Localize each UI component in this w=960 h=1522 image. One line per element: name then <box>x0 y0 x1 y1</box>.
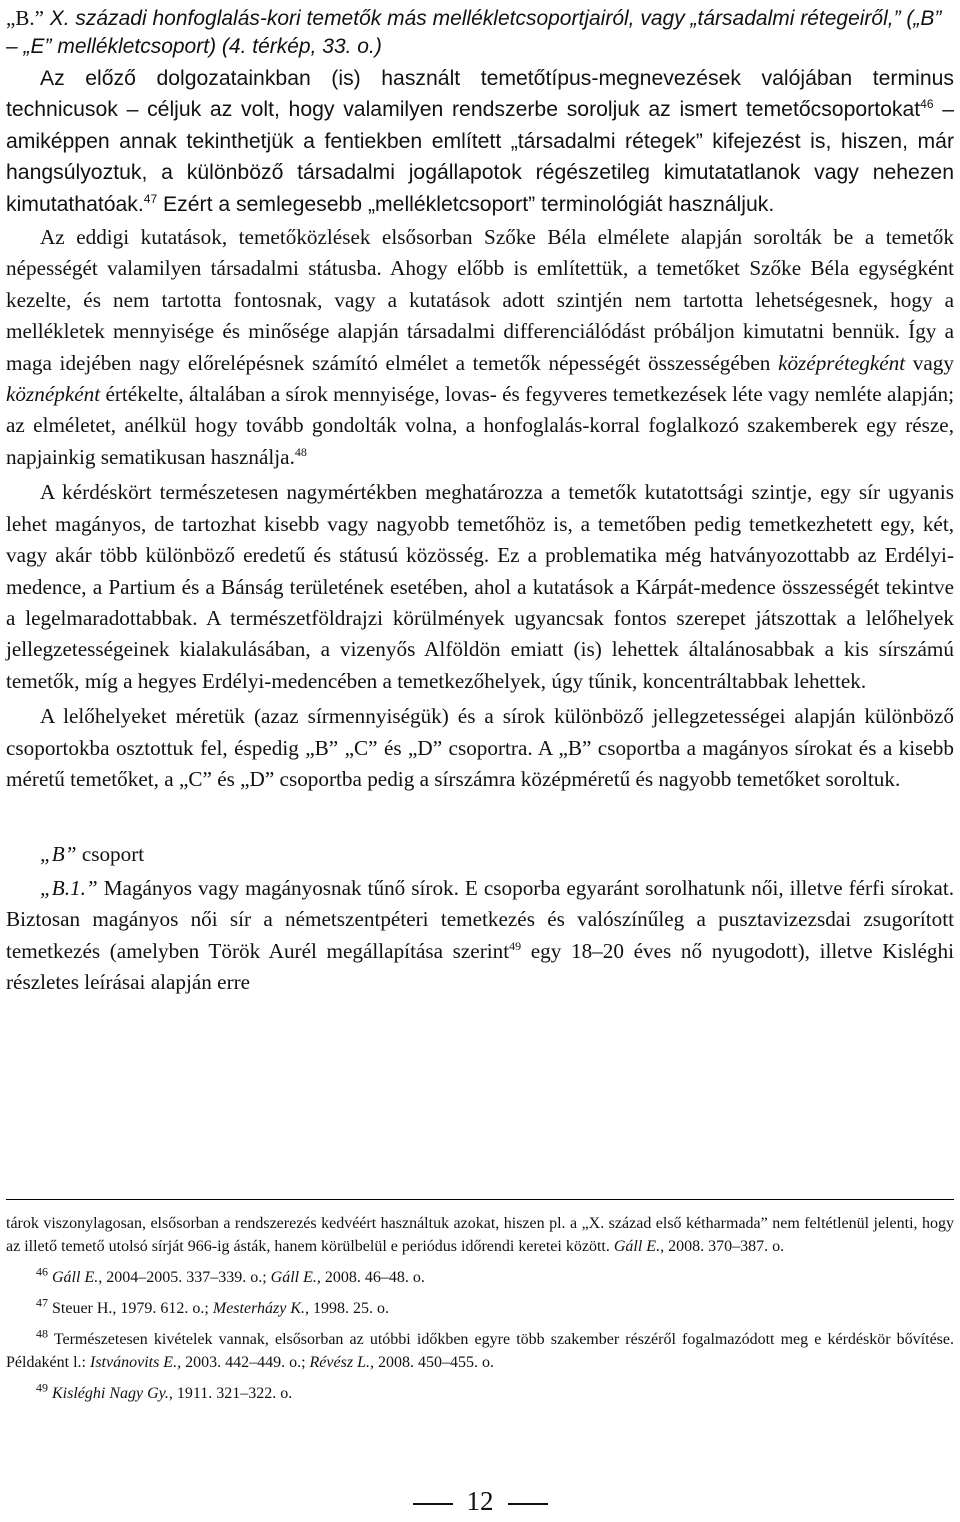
paragraph-5 <box>6 873 954 999</box>
heading-title: X. századi honfoglalás-kori temetők más mellékletcsoportjairól, vagy „társadalmi rétegeiről,” („B” – „E” mellékletcsoport) (4. térkép, 33. o.) <box>6 7 942 58</box>
paragraph-2-text-b: vagy <box>905 350 954 375</box>
footnote-49-author-1: Kisléghi Nagy Gy., <box>52 1385 173 1402</box>
paragraph-1-text-b: – amiképpen annak tekinthetjük a fentiekben említett „társadalmi rétegek” kifejezést is, hiszen, már hangsúlyoztuk, a különböző társadalmi jogállapotok régészetileg kimutatatlanok vagy nehezen kimutathatóak. <box>6 98 954 216</box>
section-heading <box>6 2 954 61</box>
footnote-48-number: 48 <box>36 1326 48 1341</box>
document-page <box>6 0 954 998</box>
page-number-value: 12 <box>466 1486 494 1516</box>
paragraph-2-text-a: Az eddigi kutatások, temetőközlések elsősorban Szőke Béla elmélete alapján sorolták be a temetők népességét valamilyen társadalmi státusba. Ahogy előbb is említettük, a temetőket Szőke Béla egységként kezelte, és nem tartotta fontosnak, vagy a kutatások adott szintjén nem tartotta lehetségesnek, hogy a mellékletek mennyisége és minősége alapján társadalmi differenciálódást próbáljon kimutatni bennük. Így a maga idejében nagy előrelépésnek számító elmélet a temetők népességét összességében <box>6 225 954 375</box>
footnote-48 <box>6 1328 954 1374</box>
footnote-46-number: 46 <box>36 1264 48 1279</box>
paragraph-5-text-b: egy 18–20 éves nő nyugodott), illetve Kisléghi részletes leírásai alapján erre <box>6 938 954 994</box>
group-b-label <box>6 839 954 870</box>
footnote-48-author-1: Istvánovits E., <box>89 1354 182 1371</box>
footnote-48-author-2: Révész L., <box>309 1354 374 1371</box>
footnote-47-number: 47 <box>36 1295 48 1310</box>
footnote-47 <box>6 1297 954 1320</box>
paragraph-3: A kérdéskört természetesen nagymértékben meghatározza a temetők kutatottsági szintje, egy sír ugyanis lehet magányos, de tartozhat kisebb vagy nagyobb temetőhöz is, a temetőben pedig temetkezhetett egy, két, vagy akár több különböző eredetű és státusú közösség. Ez a problematika még hatványozottabb az Erdélyi-medence, a Partium és a Bánság területének esetében, ahol a kutatások a Kárpát-medence összességét tekintve a legelmaradottabbak. A természetföldrajzi körülmények ugyancsak fontos szerepet játszottak a lelőhelyek jellegzetességeinek kialakulásában, a vizenyős Alföldön emiatt (is) lehettek általánosabbak a kis sírszámú temetők, míg a hegyes Erdélyi-medencében a temetkezőhelyek, úgy tűnik, koncentráltabbak lehettek. <box>6 480 954 693</box>
footnote-46-text-2: 2008. 46–48. o. <box>320 1269 425 1286</box>
paragraph-2 <box>6 222 954 473</box>
group-b-label-emphasis: „B” <box>40 842 77 867</box>
footnote-48-text-1: Természetesen kivételek vannak, elsősorban az utóbbi időkben egyre több szakember részéről fogalmazódott meg e kérdéskör bővítése. Példaként l.: <box>6 1331 954 1371</box>
footnote-46-author-2: Gáll E., <box>270 1269 321 1286</box>
page-number <box>0 1484 960 1518</box>
footnote-49 <box>6 1382 954 1405</box>
footnote-continuation <box>6 1212 954 1258</box>
footnote-ref-47[interactable]: 47 <box>143 191 158 206</box>
footnote-continuation-text: tárok viszonylagosan, elsősorban a rendszerezés kedvéért használtuk azokat, hiszen pl. a „X. század első kétharmada” nem feltétlenül jelenti, hogy az illető temető utolsó sírját 966-ig ásták, hanem körülbelül e periódus időrendi keretei között. <box>6 1215 954 1255</box>
footnote-ref-46[interactable]: 46 <box>920 97 934 112</box>
paragraph-2-emphasis-1: középrétegként <box>778 350 906 375</box>
footnote-ref-48[interactable]: 48 <box>294 444 307 459</box>
page-number-dash-right <box>508 1503 548 1505</box>
footnote-47-author-1: Mesterházy K., <box>212 1300 310 1317</box>
footnote-continuation-end: 2008. 370–387. o. <box>664 1238 785 1255</box>
paragraph-5-emphasis: „B.1.” <box>40 875 98 900</box>
footnotes <box>6 1212 954 1405</box>
footnote-46-author-1: Gáll E., <box>52 1269 103 1286</box>
page-number-dash-left <box>413 1503 453 1505</box>
paragraph-1-text-a: Az előző dolgozatainkban (is) használt temetőtípus-megnevezések valójában terminus technicusok – céljuk az volt, hogy valamilyen rendszerbe soroljuk az ismert temetőcsoportokat <box>6 67 954 122</box>
footnote-49-text-1: 1911. 321–322. o. <box>172 1385 293 1402</box>
heading-prefix: „B.” <box>6 6 44 30</box>
paragraph-1-text-c: Ezért a semlegesebb „mellékletcsoport” terminológiát használjuk. <box>157 192 775 216</box>
footnote-separator <box>6 1199 954 1200</box>
footnote-continuation-author: Gáll E., <box>613 1238 665 1255</box>
footnote-48-text-2: 2003. 442–449. o.; <box>181 1354 310 1371</box>
footnote-47-text-2: 1998. 25. o. <box>309 1300 390 1317</box>
paragraph-4: A lelőhelyeket méretük (azaz sírmennyiségük) és a sírok különböző jellegzetességei alapján különböző csoportokba osztottuk fel, éspedig „B” „C” és „D” csoportra. A „B” csoportba a magányos sírokat és a kisebb méretű temetőket, a „C” és „D” csoportba pedig a sírszámra középméretű és nagyobb temetőket soroltuk. <box>6 704 954 791</box>
footnote-ref-49[interactable]: 49 <box>509 938 522 953</box>
footnote-47-text-1: Steuer H., 1979. 612. o.; <box>52 1300 213 1317</box>
paragraph-1 <box>6 63 954 220</box>
paragraph-2-text-c: értékelte, általában a sírok mennyisége, lovas- és fegyveres temetkezések léte vagy nemléte alapján; az elméletet, anélkül hogy tovább gondolták volna, a honfoglalás-korral foglalkozó szakemberek egy része, napjainkig sematikusan használja. <box>6 382 954 469</box>
paragraph-2-emphasis-2: köznépként <box>6 382 101 407</box>
footnote-49-number: 49 <box>36 1380 48 1395</box>
paragraph-5-text-a: Magányos vagy magányosnak tűnő sírok. E csoporba egyaránt sorolhatunk női, illetve férfi sírokat. Biztosan magányos női sír a németszentpéteri temetkezés és valószínűleg a pusztavizezsdai zsugorított temetkezés (amelyben Török Aurél megállapítása szerint <box>6 875 954 963</box>
footnote-46 <box>6 1266 954 1289</box>
footnote-46-text-1: 2004–2005. 337–339. o.; <box>102 1269 271 1286</box>
footnote-48-text-3: 2008. 450–455. o. <box>373 1354 494 1371</box>
group-b-label-text: csoport <box>76 842 145 867</box>
